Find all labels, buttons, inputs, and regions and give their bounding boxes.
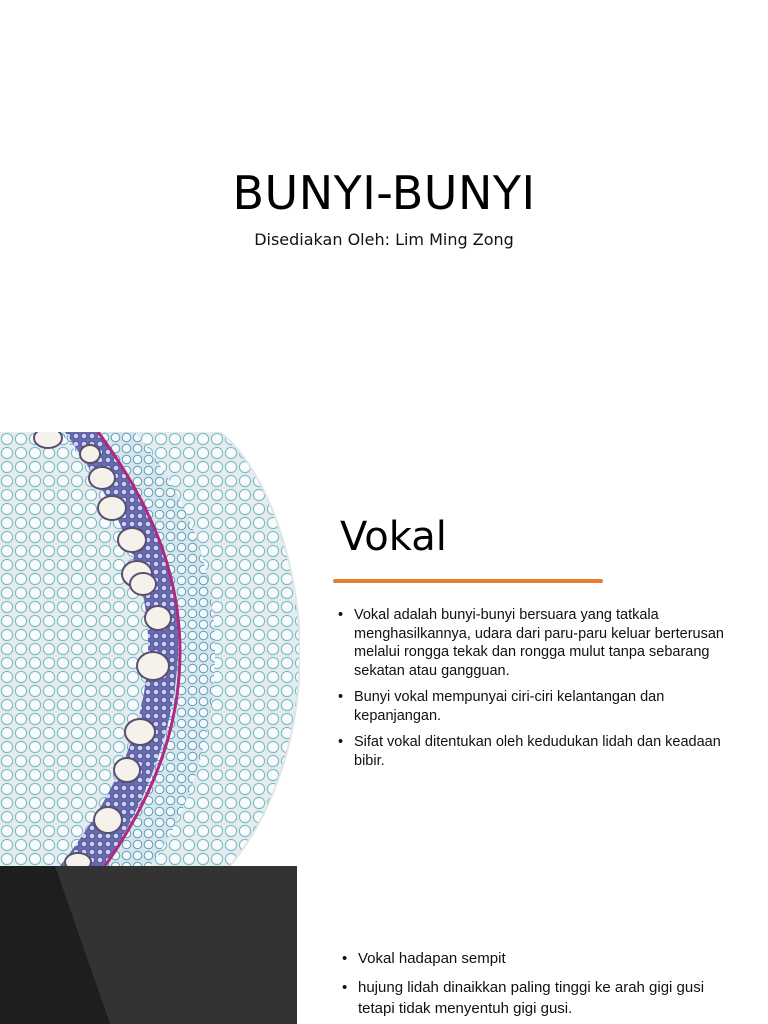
bullet-text: Vokal adalah bunyi-bunyi bersuara yang tatkala menghasilkannya, udara dari paru-paru keluar berterusan melalui rongga tekak dan rongga mulut tanpa sebarang sekatan atau gangguan. <box>354 607 724 679</box>
slide-title: BUNYI-BUNYI <box>232 166 536 220</box>
list-item <box>338 606 738 680</box>
dark-graphic-panel <box>0 866 297 1024</box>
bullet-icon: • <box>338 607 344 623</box>
bullet-icon: • <box>342 979 348 996</box>
list-item <box>342 977 742 1019</box>
bullet-text: Vokal hadapan sempit <box>358 950 506 967</box>
slide-subtitle: Disediakan Oleh: Lim Ming Zong <box>254 230 514 249</box>
list-item <box>338 733 738 770</box>
heading-underline <box>333 579 603 583</box>
vokal-hadapan-slide <box>0 866 768 1024</box>
bullet-text: hujung lidah dinaikkan paling tinggi ke arah gigi gusi tetapi tidak menyentuh gigi gusi. <box>358 979 705 1017</box>
title-slide <box>0 0 768 432</box>
section-heading: Vokal <box>340 514 447 560</box>
vokal-slide <box>0 432 768 866</box>
bullet-icon: • <box>338 734 344 750</box>
microscope-cell-image <box>0 432 300 866</box>
list-item <box>338 688 738 725</box>
bullet-list <box>342 948 742 1024</box>
bullet-icon: • <box>342 950 348 967</box>
bullet-text: Bunyi vokal mempunyai ciri-ciri kelantangan dan kepanjangan. <box>354 689 665 724</box>
bullet-icon: • <box>338 689 344 705</box>
bullet-text: Sifat vokal ditentukan oleh kedudukan lidah dan keadaan bibir. <box>354 734 721 769</box>
list-item <box>342 948 742 969</box>
bullet-list <box>338 606 738 778</box>
